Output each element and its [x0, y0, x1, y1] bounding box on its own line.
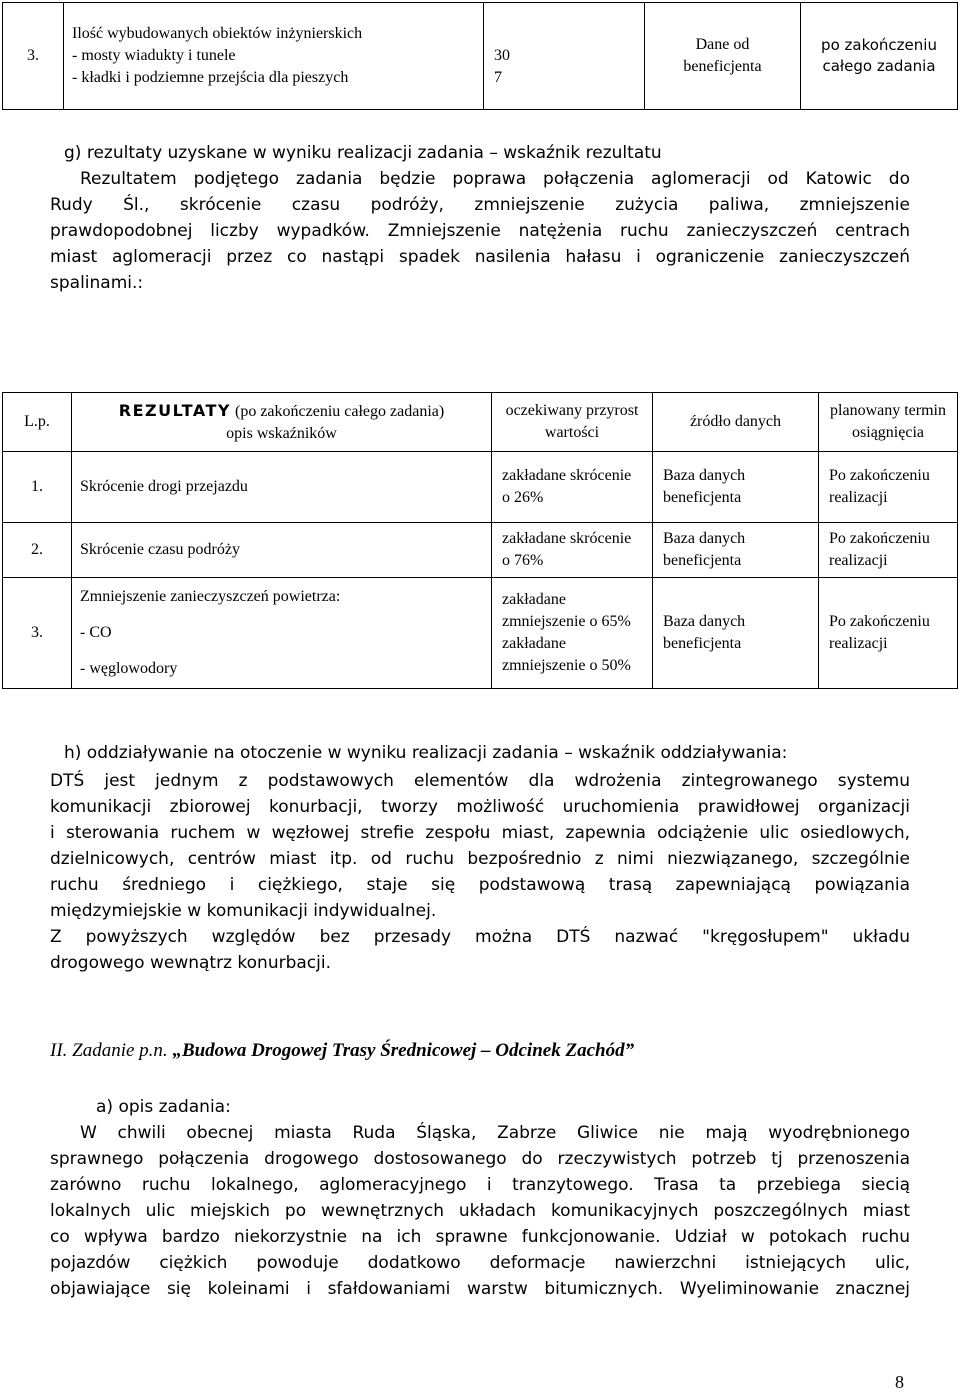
growth-line: zakładane	[502, 635, 566, 652]
row-term	[819, 578, 958, 689]
term-line: po zakończeniu	[821, 36, 937, 54]
results-table	[2, 392, 958, 689]
row-growth	[492, 578, 653, 689]
section-a-body	[50, 1120, 910, 1302]
header-term	[819, 393, 958, 452]
text-line: miast aglomeracji przez co nastąpi spadek nasilenia hałasu i ograniczenie zanieczyszczeń	[50, 247, 910, 267]
header-results	[72, 393, 492, 452]
row-term	[801, 3, 958, 110]
page-number: 8	[895, 1372, 904, 1392]
row-desc: Skrócenie drogi przejazdu	[72, 452, 492, 523]
text-line: W chwili obecnej miasta Ruda Śląska, Zabrze Gliwice nie mają wyodrębnionego	[80, 1123, 910, 1143]
growth-line: o 26%	[502, 489, 544, 506]
growth-line: zmniejszenie o 50%	[502, 657, 631, 674]
term-line: całego zadania	[822, 57, 936, 75]
task-heading-title: „Budowa Drogowej Trasy Średnicowej – Odcinek Zachód”	[172, 1040, 635, 1061]
term-line: realizacji	[829, 489, 888, 506]
table-row	[3, 578, 958, 689]
term-line: Po zakończeniu	[829, 613, 930, 630]
growth-line: o 76%	[502, 552, 544, 569]
row-source	[645, 3, 801, 110]
text-line: co wpływa bardzo niekorzystnie na ich sprawne funkcjonowanie. Udział w potokach ruchu	[50, 1227, 910, 1247]
text-line: lokalnych ulic miejskich po wewnętrznych układach komunikacyjnych poszczególnych miast	[50, 1201, 910, 1221]
section-g-body	[50, 166, 910, 296]
row-term	[819, 452, 958, 523]
header-growth	[492, 393, 653, 452]
description-line: - kładki i podziemne przejścia dla pieszych	[72, 69, 349, 86]
header-growth-line: oczekiwany przyrost	[505, 402, 639, 419]
table-header-row	[3, 393, 958, 452]
source-line: Baza danych	[663, 530, 746, 547]
growth-line: zakładane skrócenie	[502, 530, 632, 547]
text-line: Rezultatem podjętego zadania będzie poprawa połączenia aglomeracji od Katowic do	[80, 169, 910, 189]
table-row	[3, 523, 958, 578]
text-line: dzielnicowych, centrów miast itp. od ruchu bezpośrednio z nimi niezwiązanego, szczególnie	[50, 849, 910, 869]
row-source	[653, 452, 819, 523]
row-source	[653, 578, 819, 689]
row-lp: 3.	[3, 578, 72, 689]
text-line: międzymiejskie w komunikacji indywidualnej.	[50, 901, 437, 921]
term-line: Po zakończeniu	[829, 467, 930, 484]
row-lp: 2.	[3, 523, 72, 578]
section-g-heading: g) rezultaty uzyskane w wyniku realizacji zadania – wskaźnik rezultatu	[64, 143, 662, 163]
desc-line: Zmniejszenie zanieczyszczeń powietrza:	[80, 588, 341, 605]
section-h-body	[50, 768, 910, 976]
row-number: 3.	[3, 3, 64, 110]
source-line: beneficjenta	[663, 489, 742, 506]
source-line: Dane od	[695, 36, 750, 53]
section-h-heading: h) oddziaływanie na otoczenie w wyniku realizacji zadania – wskaźnik oddziaływania:	[64, 743, 788, 763]
row-lp: 1.	[3, 452, 72, 523]
row-desc	[72, 578, 492, 689]
header-source: źródło danych	[653, 393, 819, 452]
text-line: ruchu średniego i ciężkiego, staje się podstawową trasą zapewniającą powiązania	[50, 875, 910, 895]
growth-line: zakładane skrócenie	[502, 467, 632, 484]
header-term-line: planowany termin	[830, 402, 946, 419]
header-results-title: REZULTATY	[118, 400, 231, 420]
desc-line: - CO	[80, 624, 112, 641]
task-heading	[50, 1040, 910, 1062]
growth-line: zakładane	[502, 591, 566, 608]
row-values	[484, 3, 645, 110]
value-footbridges: 7	[494, 69, 502, 86]
task-heading-prefix: II. Zadanie p.n.	[50, 1040, 173, 1061]
source-line: beneficjenta	[663, 635, 742, 652]
table-row	[3, 3, 958, 110]
section-a-heading: a) opis zadania:	[96, 1097, 231, 1117]
row-growth	[492, 523, 653, 578]
indicator-table-top	[2, 2, 958, 110]
text-line: drogowego wewnątrz konurbacji.	[50, 953, 331, 973]
row-term	[819, 523, 958, 578]
source-line: beneficjenta	[683, 58, 762, 75]
row-growth	[492, 452, 653, 523]
header-lp: L.p.	[3, 393, 72, 452]
table-row	[3, 452, 958, 523]
text-line: zarówno ruchu lokalnego, aglomeracyjnego i tranzytowego. Trasa ta przebiega siecią	[50, 1175, 910, 1195]
text-line: i sterowania ruchem w węzłowej strefie zespołu miast, zapewnia odciążenie ulic osiedlowych,	[50, 823, 910, 843]
text-line: Z powyższych względów bez przesady można DTŚ nazwać "kręgosłupem" układu	[50, 927, 910, 947]
header-term-line: osiągnięcia	[852, 424, 924, 441]
text-line: komunikacji zbiorowej konurbacji, tworzy możliwość uruchomienia prawidłowej organizacji	[50, 797, 910, 817]
text-line: Rudy Śl., skrócenie czasu podróży, zmniejszenie zużycia paliwa, zmniejszenie	[50, 195, 910, 215]
text-line: prawdopodobnej liczby wypadków. Zmniejszenie natężenia ruchu zanieczyszczeń centrach	[50, 221, 910, 241]
description-line: - mosty wiadukty i tunele	[72, 47, 236, 64]
value-bridges: 30	[494, 47, 510, 64]
header-growth-line: wartości	[544, 424, 600, 441]
text-line: DTŚ jest jednym z podstawowych elementów dla wdrożenia zintegrowanego systemu	[50, 771, 910, 791]
text-line: spalinami.:	[50, 273, 144, 293]
text-line: objawiające się koleinami i sfałdowaniami warstw bitumicznych. Wyeliminowanie znacznej	[50, 1279, 910, 1299]
text-line: pojazdów ciężkich powoduje dodatkowo deformacje nawierzchni istniejących ulic,	[50, 1253, 910, 1273]
header-results-suffix: (po zakończeniu całego zadania)	[230, 402, 445, 420]
source-line: Baza danych	[663, 613, 746, 630]
growth-line: zmniejszenie o 65%	[502, 613, 631, 630]
term-line: Po zakończeniu	[829, 530, 930, 547]
term-line: realizacji	[829, 552, 888, 569]
term-line: realizacji	[829, 635, 888, 652]
source-line: Baza danych	[663, 467, 746, 484]
row-description	[64, 3, 484, 110]
description-line: Ilość wybudowanych obiektów inżynierskich	[72, 25, 363, 42]
text-line: sprawnego połączenia drogowego dostosowanego do rzeczywistych potrzeb tj przenoszenia	[50, 1149, 910, 1169]
row-source	[653, 523, 819, 578]
source-line: beneficjenta	[663, 552, 742, 569]
desc-line: - węglowodory	[80, 660, 178, 677]
header-results-line2: opis wskaźników	[226, 424, 337, 442]
row-desc: Skrócenie czasu podróży	[72, 523, 492, 578]
